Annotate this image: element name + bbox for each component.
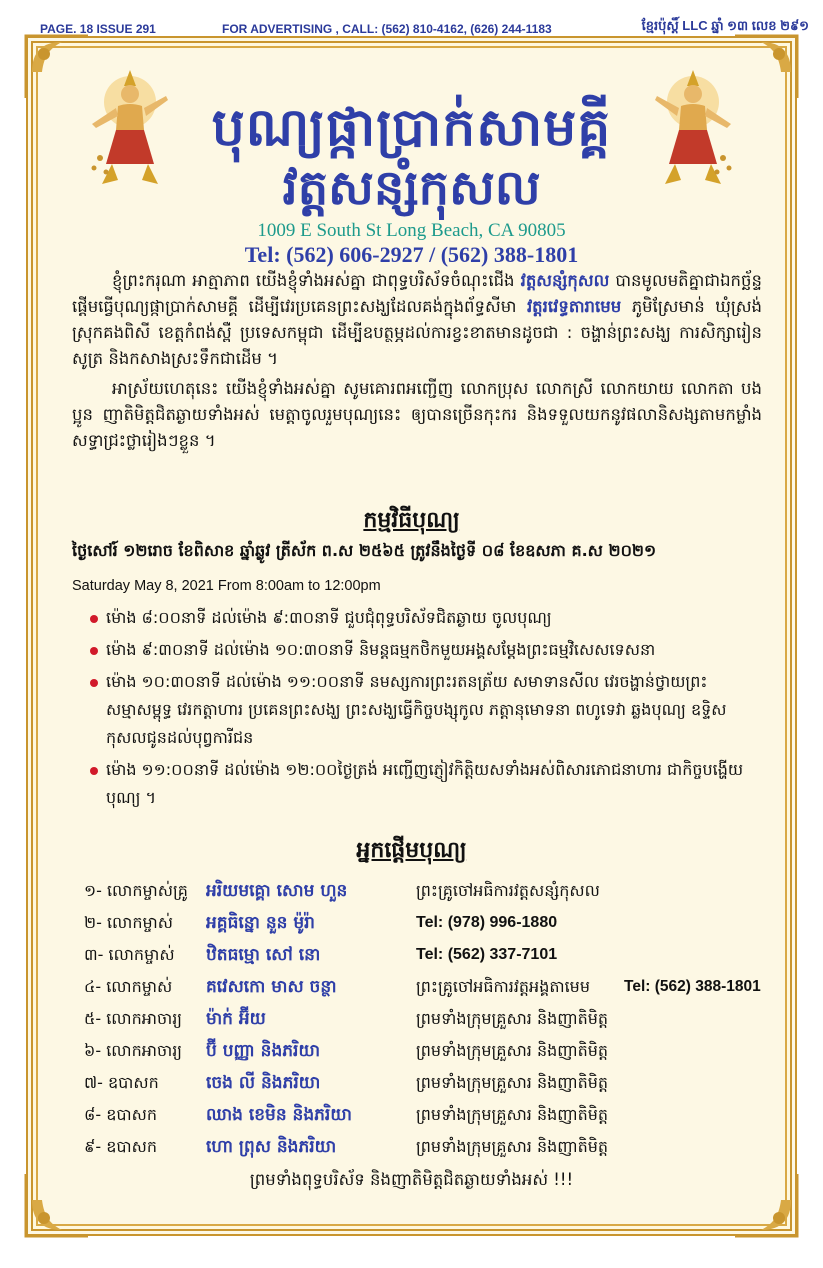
table-row [84,1004,774,1036]
temple-name: វត្តសន្សំកុសល [282,160,541,216]
sponsor-number: ៥- លោកអាចារ្យ [84,1009,183,1028]
sponsor-name: អរិយមគ្គោ សោម ហួន [206,881,348,901]
schedule-text: ម៉ោង ៩:៣០នាទី ដល់ម៉ោង ១០:៣០នាទី និមន្តធម្មកថិកមួយអង្គសម្ដែងព្រះធម្មវិសេសទេសនា [106,640,656,659]
sponsor-note: ព្រមទាំងក្រុមគ្រួសារ និងញាតិមិត្ត [416,1105,609,1124]
sponsors-heading: អ្នកផ្ដើមបុណ្យ [356,838,467,863]
sponsor-number: ២- លោកម្ចាស់ [84,913,173,932]
sponsor-number: ៦- លោកអាចារ្យ [84,1041,183,1060]
schedule-list [90,604,762,816]
table-row [84,1036,774,1068]
advertising-contact: FOR ADVERTISING , CALL: (562) 810-4162, (626) 244-1183 [222,22,552,36]
table-row [84,908,774,940]
page-issue: PAGE. 18 ISSUE 291 [40,22,156,36]
telephone: Tel: (562) 606-2927 / (562) 388-1801 [244,242,579,267]
sponsor-name: ចេង លី និងភរិយា [206,1073,321,1093]
list-item [90,604,762,632]
sponsor-number: ៩- ឧបាសក [84,1137,157,1156]
intro-text: ភូមិស្រែមាន់ ឃុំស្រង់ ស្រុកគងពិសី ខេត្តកំពង់ស្ពឺ ប្រទេសកម្ពុជា ដើម្បីឧបត្ថម្ភដល់ការខ្វះខាតមានដូចជា : ចង្ហាន់ព្រះសង្ឃ ការសិក្សារៀនសូត្រ និងកសាងស្រះទឹកជាដើម ។ [72,297,763,368]
sponsor-note: ព្រមទាំងក្រុមគ្រួសារ និងញាតិមិត្ត [416,1073,609,1092]
program-date-khmer: ថ្ងៃសៅរ៍ ១២រោច ខែពិសាខ ឆ្នាំឆ្លូវ ត្រីស័ក ព.ស ២៥៦៥ ត្រូវនឹងថ្ងៃទី ០៨ ខែឧសភា គ.ស ២០២១ [72,541,657,560]
list-item [90,636,762,664]
page-title: បុណ្យផ្កាប្រាក់សាមគ្គី [211,98,612,158]
sponsor-name: ប៊ី បញ្ញា និងភរិយា [206,1041,321,1061]
sponsor-note: ព្រមទាំងក្រុមគ្រួសារ និងញាតិមិត្ត [416,1009,609,1028]
page-header [0,0,823,40]
intro-paragraph-2: អាស្រ័យហេតុនេះ យើងខ្ញុំទាំងអស់គ្នា សូមគោរពអញ្ជើញ លោកប្រុស លោកស្រី លោកយាយ លោកតា បងប្អូន ញាតិមិត្តជិតឆ្ងាយទាំងអស់ មេត្តាចូលរួមបុណ្យនេះ ឲ្យបានច្រើនកុះករ និងទទួលយកនូវផលានិសង្សតាមកម្លាំងសទ្ធាជ្រះថ្លារៀងៗខ្លួន ។ [72,379,762,450]
sponsor-number: ៣- លោកម្ចាស់ [84,945,175,964]
bullet-icon [90,767,98,775]
program-heading: កម្មវិធីបុណ្យ [363,508,460,533]
sponsor-note: ព្រមទាំងក្រុមគ្រួសារ និងញាតិមិត្ត [416,1137,609,1156]
sponsor-name: ឋិតធម្មោ សៅ នោ [206,945,321,965]
schedule-text: ម៉ោង ៨:០០នាទី ដល់ម៉ោង ៩:៣០នាទី ជួបជុំពុទ្ធបរិស័ទជិតឆ្ងាយ ចូលបុណ្យ [106,608,552,627]
sponsor-phone: Tel: (562) 388-1801 [624,978,761,995]
corner-ornament-icon [731,32,801,102]
sponsor-number: ៨- ឧបាសក [84,1105,157,1124]
table-row [84,1100,774,1132]
sponsor-phone: Tel: (562) 337-7101 [416,946,558,963]
bullet-icon [90,679,98,687]
schedule-text: ម៉ោង ១១:០០នាទី ដល់ម៉ោង ១២:០០ថ្ងៃត្រង់ អញ្ជើញភ្ញៀវកិត្តិយសទាំងអស់ពិសារភោជនាហារ ជាកិច្ចបង្ហើយបុណ្យ ។ [106,760,744,807]
schedule-text: ម៉ោង ១០:៣០នាទី ដល់ម៉ោង ១១:០០នាទី នមស្សការព្រះរតនត្រ័យ សមាទានសីល វេរចង្ហាន់ថ្វាយព្រះសម្មាសម្ពុទ្ធ វេរកត្តាហារ ប្រគេនព្រះសង្ឃ ព្រះសង្ឃធ្វើកិច្ចបង្សុកូល ភត្តានុមោទនា ពហូទេវា ឆ្លងបុណ្យ ឧទ្ទិសកុសលជូនដល់បុព្វការីជន [106,672,727,747]
bullet-icon [90,647,98,655]
publisher-info: ខ្មែរប៉ុស្តិ៍ LLC ឆ្នាំ ១៣ លេខ ២៩១ [641,18,809,33]
list-item [90,756,762,812]
table-row [84,1068,774,1100]
table-row [84,876,774,908]
temple-highlight: វត្តរវេទ្ធតារាមេម [526,297,622,316]
bullet-icon [90,615,98,623]
address: 1009 E South St Long Beach, CA 90805 [257,220,566,241]
sponsor-name: ហោ ព្រុស និងភរិយា [206,1137,337,1157]
intro-paragraph-1 [72,268,762,372]
sponsor-note: ព្រះគ្រូចៅអធិការវត្តសន្សំកុសល [416,881,600,900]
sponsor-phone: Tel: (978) 996-1880 [416,914,558,931]
sponsor-name: ឈាង ខេមិន និងភរិយា [206,1105,352,1125]
temple-highlight: វត្តសន្សំកុសល [520,271,610,290]
sponsor-name: អគ្គធិន្នោ នួន ម៉ូរ៉ា [206,913,315,933]
intro-text: បានមូលមតិគ្នាជាឯកច្ឆ័ន្ទ ផ្ដើមធ្វើបុណ្យផ្កាប្រាក់សាមគ្គី ដើម្បីវេរប្រគេនព្រះសង្ឃដែលគង់ក្នុងព័ទ្ធសីមា [72,271,762,316]
sponsor-name: ម៉ាក់ អ៊ីយ [206,1009,266,1029]
intro-text: ខ្ញុំព្រះករុណា អាត្មាភាព យើងខ្ញុំទាំងអស់គ្នា ជាពុទ្ធបរិស័ទចំណុះជើង [112,271,521,290]
program-date-english: Saturday May 8, 2021 From 8:00am to 12:00pm [72,578,381,594]
sponsor-note: ព្រះគ្រូចៅអធិការវត្តអង្គតាមេម [416,977,590,996]
sponsors-list [84,876,774,1164]
sponsor-number: ១- លោកម្ចាស់គ្រូ [84,881,188,900]
table-row [84,1132,774,1164]
sponsor-name: គវេសកោ មាស ចន្ថា [206,977,337,997]
sponsor-note: ព្រមទាំងក្រុមគ្រួសារ និងញាតិមិត្ត [416,1041,609,1060]
closing-line: ព្រមទាំងពុទ្ធបរិស័ទ និងញាតិមិត្តជិតឆ្ងាយទាំងអស់ !!! [249,1170,574,1189]
sponsor-number: ៤- លោកម្ចាស់ [84,977,173,996]
table-row [84,972,774,1004]
table-row [84,940,774,972]
list-item [90,668,762,752]
sponsor-number: ៧- ឧបាសក [84,1073,159,1092]
